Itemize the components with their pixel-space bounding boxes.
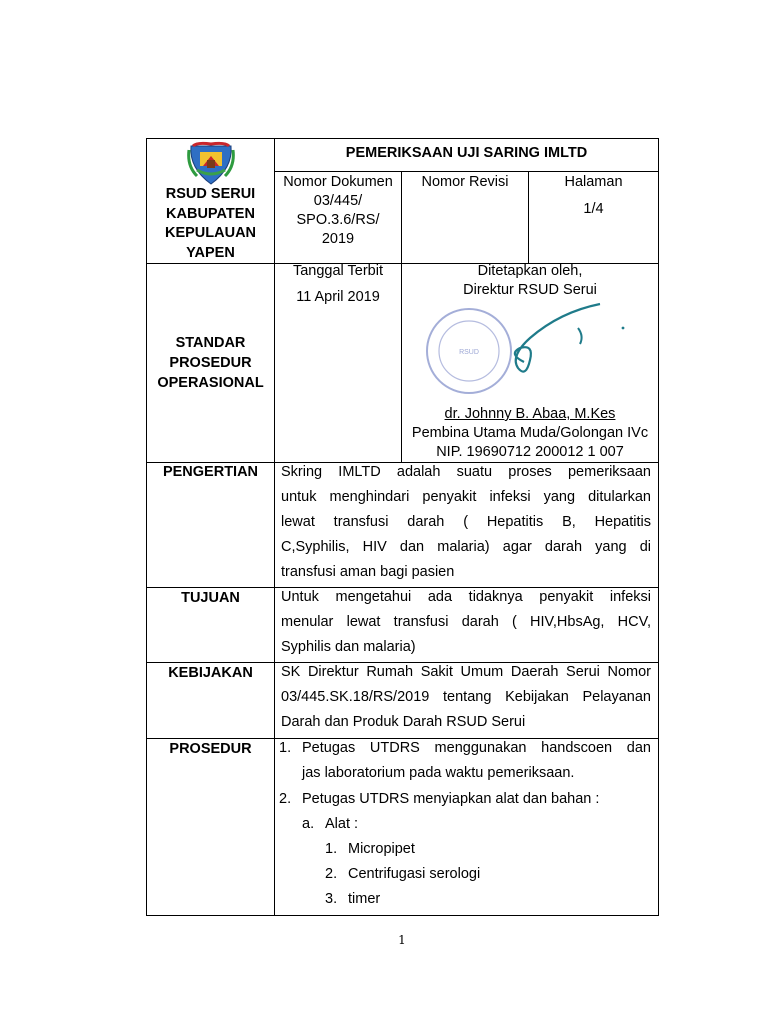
doc-number-value: 2019 [321, 231, 355, 247]
hospital-name-line: YAPEN [186, 244, 235, 261]
tujuan-line: Syphilis dan malaria) [281, 639, 416, 655]
step-text: Petugas UTDRS menyiapkan alat dan bahan : [302, 791, 600, 807]
established-by-text: Ditetapkan oleh, [477, 263, 583, 279]
item-number: 1. [325, 841, 338, 857]
signer-nip: NIP. 19690712 200012 1 007 [436, 444, 624, 460]
svg-text:RSUD: RSUD [459, 349, 479, 356]
sop-label-line: PROSEDUR [169, 355, 252, 371]
doc-number-label: Nomor Dokumen [283, 174, 393, 190]
prosedur-label: PROSEDUR [169, 741, 252, 757]
step-number: 1. [279, 740, 292, 756]
step-text: Petugas UTDRS menggunakan handscoen dan [302, 740, 651, 756]
sop-label [147, 333, 274, 393]
kebijakan-label: KEBIJAKAN [168, 665, 253, 681]
pengertian-text [281, 460, 651, 585]
pengertian-line: lewat transfusi darah ( Hepatitis B, Hepatitis [281, 514, 651, 530]
pengertian-line: C,Syphilis, HIV dan malaria) agar darah yang di [281, 539, 651, 555]
page-label: Halaman [564, 174, 623, 190]
page-value: 1/4 [583, 201, 604, 217]
issue-date-value: 11 April 2019 [296, 289, 380, 305]
item-text: timer [348, 891, 381, 907]
pengertian-line: Skring IMLTD adalah suatu proses pemeriksaan [281, 464, 651, 480]
sop-label-line: STANDAR [175, 335, 246, 351]
hospital-name-line: RSUD SERUI [165, 186, 256, 202]
kebijakan-line: Darah dan Produk Darah RSUD Serui [281, 714, 526, 730]
tujuan-line: Untuk mengetahui ada tidaknya penyakit infeksi [281, 589, 651, 605]
kebijakan-line: 03/445.SK.18/RS/2019 tentang Kebijakan Pelayanan [281, 689, 651, 705]
director-title: Direktur RSUD Serui [463, 282, 597, 298]
signature-icon [480, 298, 630, 388]
substep-text: Alat : [325, 816, 359, 832]
doc-number-cell [275, 173, 401, 249]
pengertian-label: PENGERTIAN [162, 464, 259, 480]
signer-block [401, 405, 659, 462]
hospital-logo [187, 140, 235, 186]
doc-number-value: SPO.3.6/RS/ [296, 212, 380, 228]
revision-label: Nomor Revisi [421, 174, 509, 190]
document-title: PEMERIKSAAN UJI SARING IMLTD [345, 145, 588, 161]
substep-letter: a. [302, 816, 315, 832]
item-text: Centrifugasi serologi [348, 866, 481, 882]
kebijakan-line: SK Direktur Rumah Sakit Umum Daerah Serui Nomor [281, 664, 651, 680]
item-number: 3. [325, 891, 338, 907]
step-text: jas laboratorium pada waktu pemeriksaan. [302, 765, 575, 781]
step-number: 2. [279, 791, 292, 807]
sop-label-line: OPERASIONAL [157, 375, 264, 391]
item-number: 2. [325, 866, 338, 882]
issue-date-label: Tanggal Terbit [292, 263, 384, 279]
doc-number-value: 03/445/ [313, 193, 363, 209]
page-number: 1 [398, 933, 406, 947]
tujuan-line: menular lewat transfusi darah ( HIV,HbsAg, HCV, [281, 614, 651, 630]
tujuan-text [281, 585, 651, 660]
established-by [402, 262, 658, 300]
kebijakan-text [281, 660, 651, 735]
hospital-name [147, 185, 274, 263]
hospital-name-line: KEPULAUAN [164, 225, 257, 241]
item-text: Micropipet [348, 841, 415, 857]
tujuan-label: TUJUAN [181, 590, 240, 606]
signer-rank: Pembina Utama Muda/Golongan IVc [411, 425, 649, 441]
signature [480, 298, 630, 388]
signer-name: dr. Johnny B. Abaa, M.Kes [444, 406, 616, 422]
pengertian-line: transfusi aman bagi pasien [281, 564, 455, 580]
hospital-name-line: KABUPATEN [166, 205, 255, 222]
pengertian-line: untuk menghindari penyakit infeksi yang ditularkan [281, 489, 651, 505]
issue-date-cell [275, 262, 401, 307]
regional-emblem-icon [187, 140, 235, 186]
page-cell [529, 173, 658, 219]
